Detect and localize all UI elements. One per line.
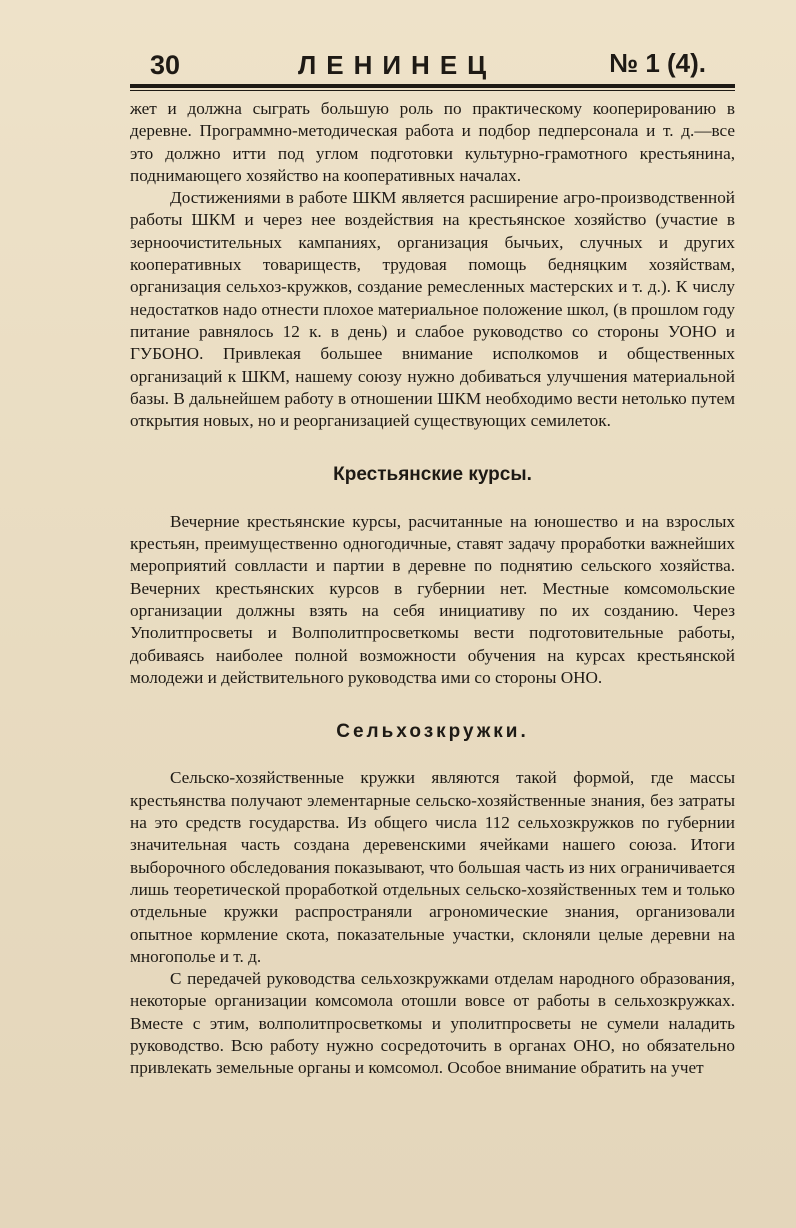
paragraph-courses: Вечерние крестьянские курсы, расчитанные на юношество и на взрослых крестьян, преимущественно одногодичные, ставят задачу проработки важнейших мероприятий совлласти и партии в деревне по поднятию сельского хозяйства. Вечерних крестьянских курсов в губернии нет. Местные комсомольские организации должны взять на себя инициативу по их созданию. Через Уполитпросветы и Волполитпросветкомы вести подготовительные работы, добиваясь наиболее полной возможности обучения на курсах крестьянской молодежи и действительного руководства ими со стороны ОНО.: [130, 511, 735, 687]
paragraph-continuation: жет и должна сыграть большую роль по практическому кооперированию в деревне. Программно-методическая работа и подбор педперсонала и т. д.—все это должно итти под углом подготовки культурно-грамотного крестьянина, поднимающего хозяйство на кооперативных началах.: [130, 99, 735, 185]
page-header: [140, 44, 730, 84]
section-heading-circles: Сельхозкружки.: [336, 721, 529, 743]
issue-number: № 1 (4).: [609, 48, 706, 78]
page-number: 30: [150, 50, 181, 80]
journal-title: ЛЕНИНЕЦ: [298, 50, 497, 80]
article-body: [130, 98, 735, 1080]
paragraph-circles-2: С передачей руководства сельхозкружками отделам народного образования, некоторые организации комсомола отошли вовсе от работы в сельхозкружках. Вместе с этим, волполитпросветкомы и уполитпросветы не сумели наладить руководство. Всю работу нужно сосредоточить в органах ОНО, но обязательно привлекать земельные органы и комсомол. Особое внимание обратить на учет: [130, 969, 735, 1078]
paragraph-circles-1: Сельско-хозяйственные кружки являются такой формой, где массы крестьянства получают элементарные сельско-хозяйственные знания, без затраты на это средств государства. Из общего числа 112 сельхозкружков по губернии значительная часть создана деревенскими ячейками нашего союза. Итоги выборочного обследования показывают, что большая часть из них ограничивается лишь теоретической проработкой отдельных сельско-хозяйственных тем и только отдельные кружки распространяли агрономические знания, организовали опытное кормление скота, показательные участки, склоняли целые деревни на многополье и т. д.: [130, 768, 735, 966]
header-rule-thin: [130, 90, 735, 91]
paragraph-shkm: Достижениями в работе ШКМ является расширение агро-производственной работы ШКМ и через нее воздействия на крестьянское хозяйство (участие в зерноочистительных кампаниях, организация бычьих, случных и других кооперативных товариществ, трудовая помощь бедняцким хозяйствам, организация сельхоз-кружков, создание ремесленных мастерских и т. д.). К числу недостатков надо отнести плохое материальное положение школ, (в прошлом году питание равнялось 12 к. в день) и слабое руководство со стороны УОНО и ГУБОНО. Привлекая большее внимание исполкомов и общественных организаций к ШКМ, нашему союзу нужно добиваться улучшения материальной базы. В дальнейшем работу в отношении ШКМ необходимо вести нетолько путем открытия новых, но и реорганизацией существующих семилеток.: [130, 188, 735, 431]
header-rule-thick: [130, 84, 735, 88]
section-heading-courses: Крестьянские курсы.: [333, 464, 532, 486]
